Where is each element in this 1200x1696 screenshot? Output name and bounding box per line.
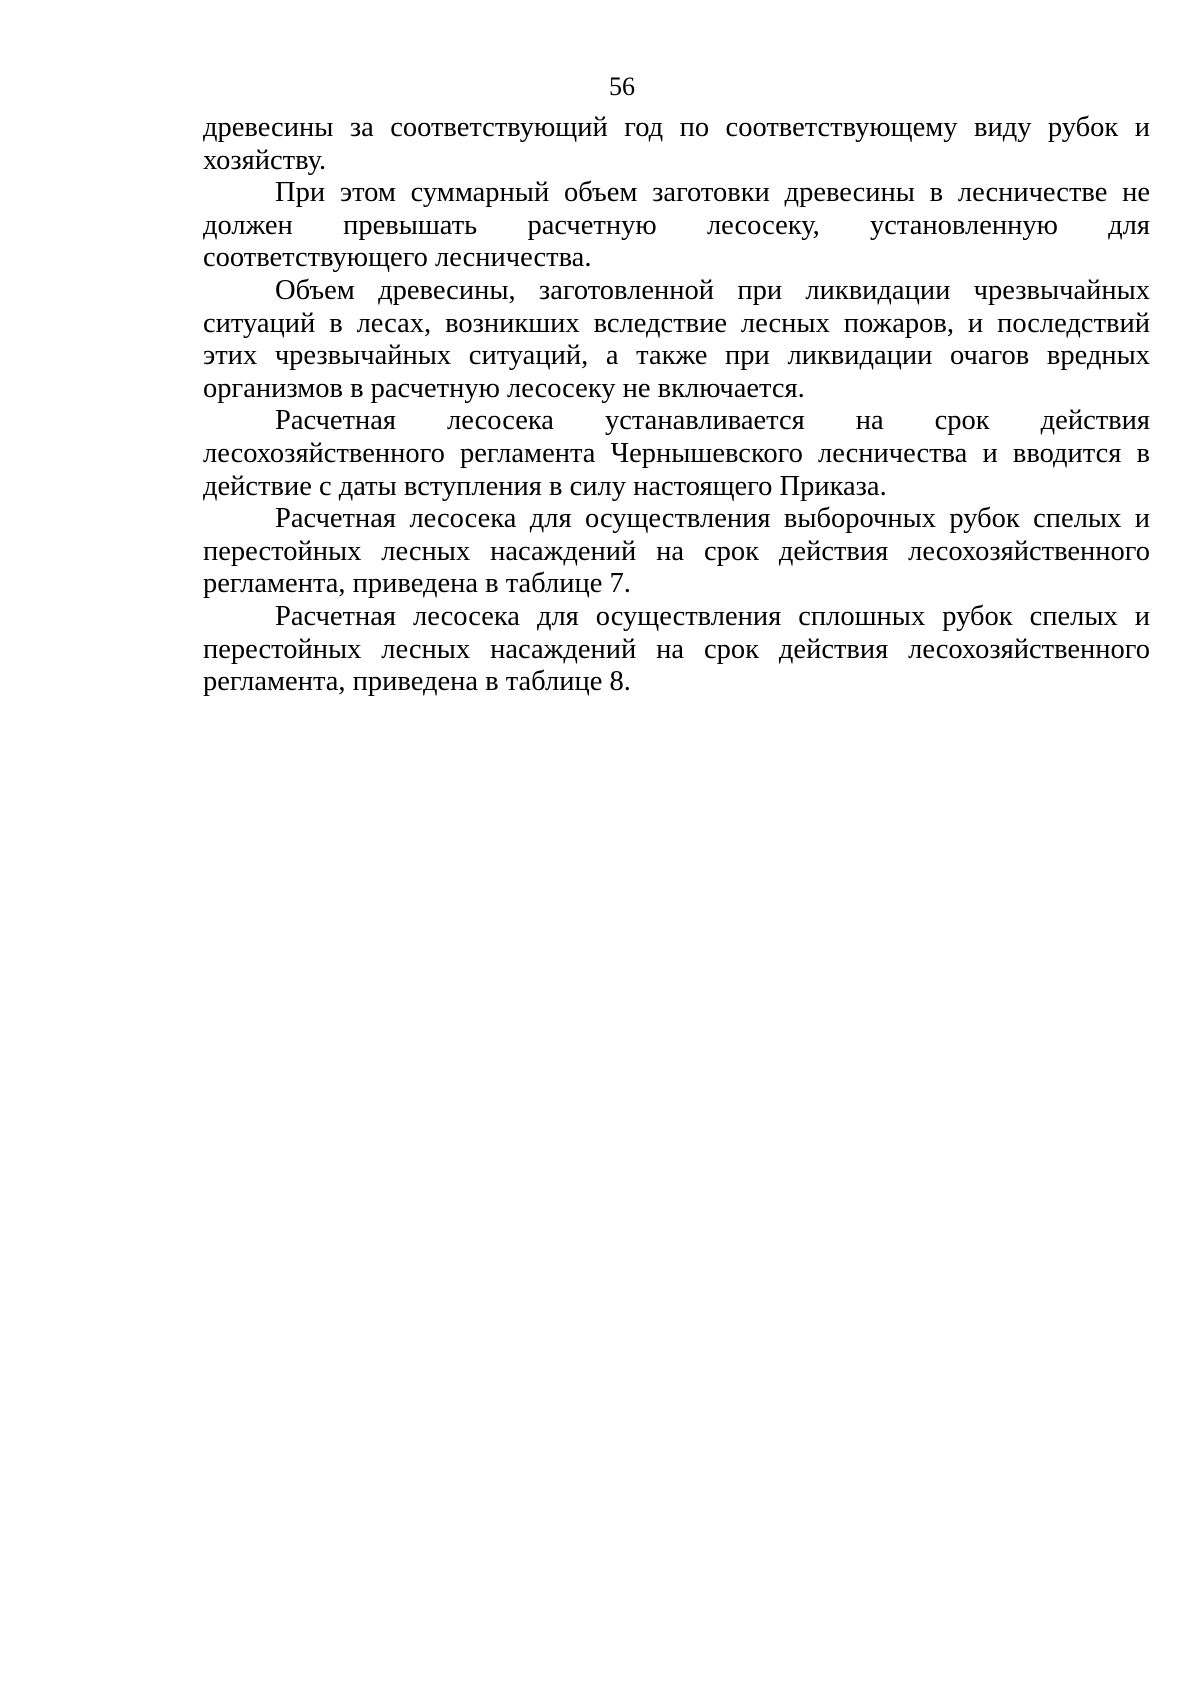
paragraph-emergency-exclusion: Объем древесины, заготовленной при ликвидации чрезвычайных ситуаций в лесах, возникших вследствие лесных пожаров, и последствий этих чрезвычайных ситуаций, а также при ликвидации очагов вредных организмов в расчетную лесосеку не включается. (203, 274, 1150, 404)
body-text (203, 112, 1150, 699)
paragraph-continuation: древесины за соответствующий год по соответствующему виду рубок и хозяйству. (203, 112, 1150, 176)
paragraph-clear-felling-table-8: Расчетная лесосека для осуществления сплошных рубок спелых и перестойных лесных насаждений на срок действия лесохозяйственного регламента, приведена в таблице 8. (203, 600, 1150, 698)
paragraph-total-harvest-volume: При этом суммарный объем заготовки древесины в лесничестве не должен превышать расчетную лесосеку, установленную для соответствующего лесничества. (203, 177, 1150, 274)
paragraph-selective-felling-table-7: Расчетная лесосека для осуществления выборочных рубок спелых и перестойных лесных насаждений на срок действия лесохозяйственного регламента, приведена в таблице 7. (203, 503, 1150, 600)
paragraph-validity-period: Расчетная лесосека устанавливается на срок действия лесохозяйственного регламента Чернышевского лесничества и вводится в действие с даты вступления в силу настоящего Приказа. (203, 405, 1150, 502)
page-number: 56 (609, 72, 635, 101)
